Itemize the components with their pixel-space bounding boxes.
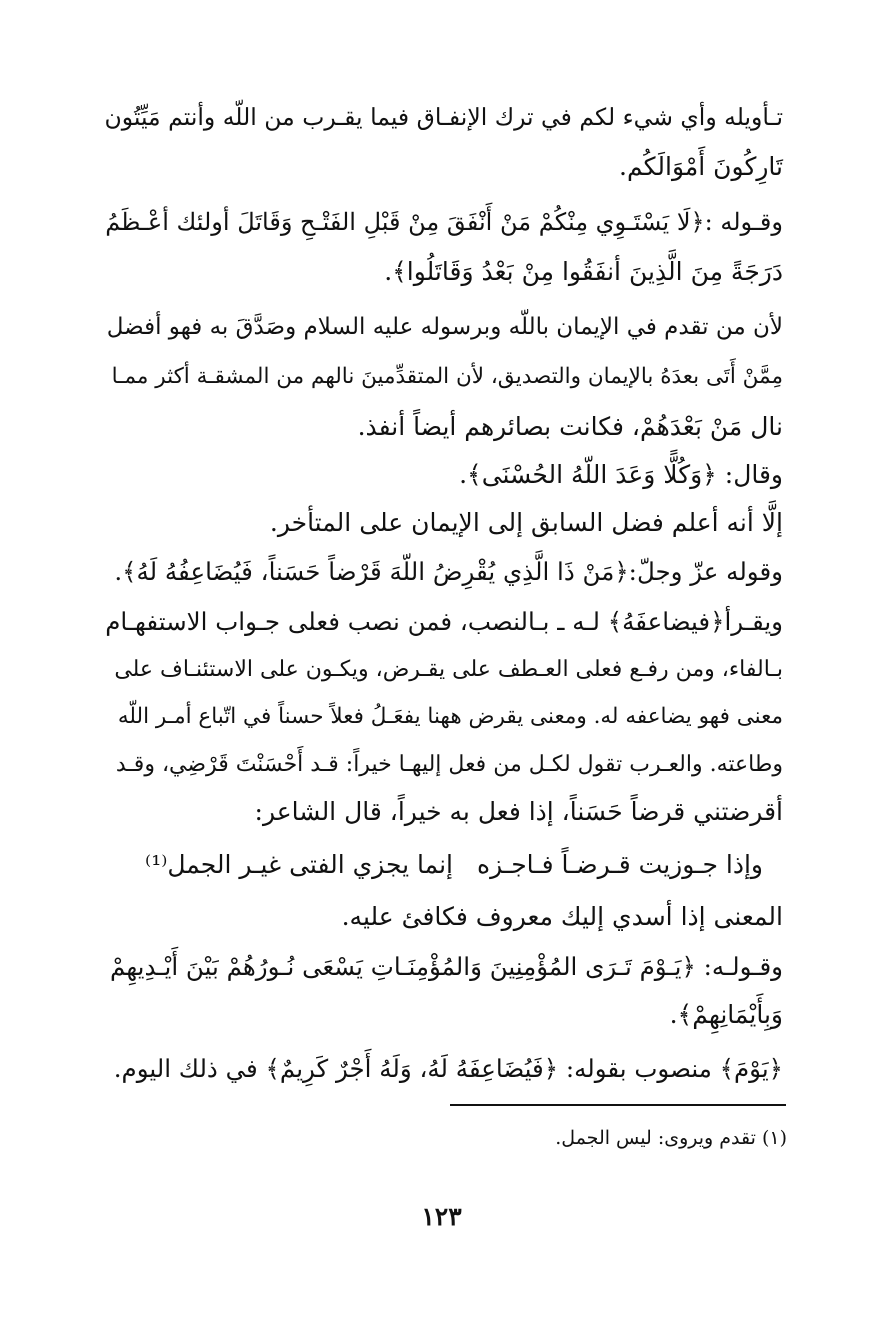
- verse-first-hemistich: وإذا جـوزيت قـرضـاً فـاجـزه: [476, 850, 763, 879]
- text-line-18: وَبِأَيْمَانِهِمْ﴾.: [669, 1000, 783, 1029]
- verse-second-hemistich: إنما يجزي الفتى غيـر الجمل⁽¹⁾: [145, 850, 453, 879]
- text-line-5: لأن من تقدم في الإيمان باللّه وبرسوله عليه السلام وصَدَّقَ به فهو أفضل: [106, 314, 783, 340]
- text-line-8: وقال: ﴿وَكُلًّا وَعَدَ اللّهُ الحُسْنَى﴾.: [459, 460, 783, 489]
- footnote-divider: [450, 1104, 786, 1106]
- text-line-4: دَرَجَةً مِنَ الَّذِينَ أنفَقُوا مِنْ بَعْدُ وَقَاتَلُوا﴾.: [384, 257, 783, 286]
- text-line-11: ويقـرأ﴿فيضاعفَهُ﴾ لـه ـ بـالنصب، فمن نصب فعلى جـواب الاستفهـام: [105, 607, 783, 636]
- text-line-10: وقوله عزّ وجلّ:﴿مَنْ ذَا الَّذِي يُقْرِضُ اللّهَ قَرْضاً حَسَناً، فَيُضَاعِفُهُ لَهُ﴾.: [114, 557, 783, 586]
- text-line-9: إلَّا أنه أعلم فضل السابق إلى الإيمان على المتأخر.: [269, 508, 783, 537]
- text-line-3: وقـوله :﴿لَا يَسْتَـوِي مِنْكُمْ مَنْ أَنْفَقَ مِنْ قَبْلِ الفَتْـحِ وَقَاتَلَ أولئك أعْـظَمُ: [105, 208, 783, 236]
- page-number: ١٢٣: [421, 1202, 462, 1231]
- text-line-12: بـالفاء، ومن رفـع فعلى العـطف على يقـرض، ويكـون على الاستئنـاف على: [114, 657, 783, 682]
- text-line-6: مِمَّنْ أَتَى بعدَهُ بالإيمان والتصديق، لأن المتقدِّمينَ نالهم من المشقـة أكثر ممـا: [111, 364, 783, 389]
- text-line-13: معنى فهو يضاعفه له. ومعنى يقرض ههنا يفعَـلُ فعلاً حسناً في اتّباع أمـر اللّه: [117, 704, 783, 729]
- text-line-15: أقرضتني قرضاً حَسَناً، إذا فعل به خيراً، قال الشاعر:: [254, 797, 783, 826]
- footnote: (١) تقدم ويروى: ليس الجمل.: [555, 1127, 787, 1149]
- text-line-19: ﴿يَوْمَ﴾ منصوب بقوله: ﴿فَيُضَاعِفَهُ لَهُ، وَلَهُ أَجْرٌ كَرِيمٌ﴾ في ذلك اليوم.: [113, 1054, 783, 1083]
- text-line-1: تـأويله وأي شيء لكم في ترك الإنفـاق فيما يقـرب من اللّه وأنتم مَيِّتُون: [104, 103, 783, 131]
- text-line-14: وطاعته. والعـرب تقول لكـل من فعل إليهـا خيراً: قـد أَحْسَنْتَ قَرْضِي، وقـد: [115, 752, 783, 777]
- text-line-17: وقـولـه: ﴿يَـوْمَ تَـرَى المُؤْمِنِينَ وَالمُؤْمِنَـاتِ يَسْعَى نُـورُهُمْ بَيْنَ أَيْـدِيهِمْ: [110, 952, 783, 981]
- text-line-16: المعنى إذا أسدي إليك معروف فكافئ عليه.: [341, 902, 783, 931]
- text-line-2: تَارِكُونَ أَمْوَالَكُم.: [619, 152, 783, 181]
- text-line-7: نال مَنْ بَعْدَهُمْ، فكانت بصائرهم أيضاً أنفذ.: [357, 412, 783, 441]
